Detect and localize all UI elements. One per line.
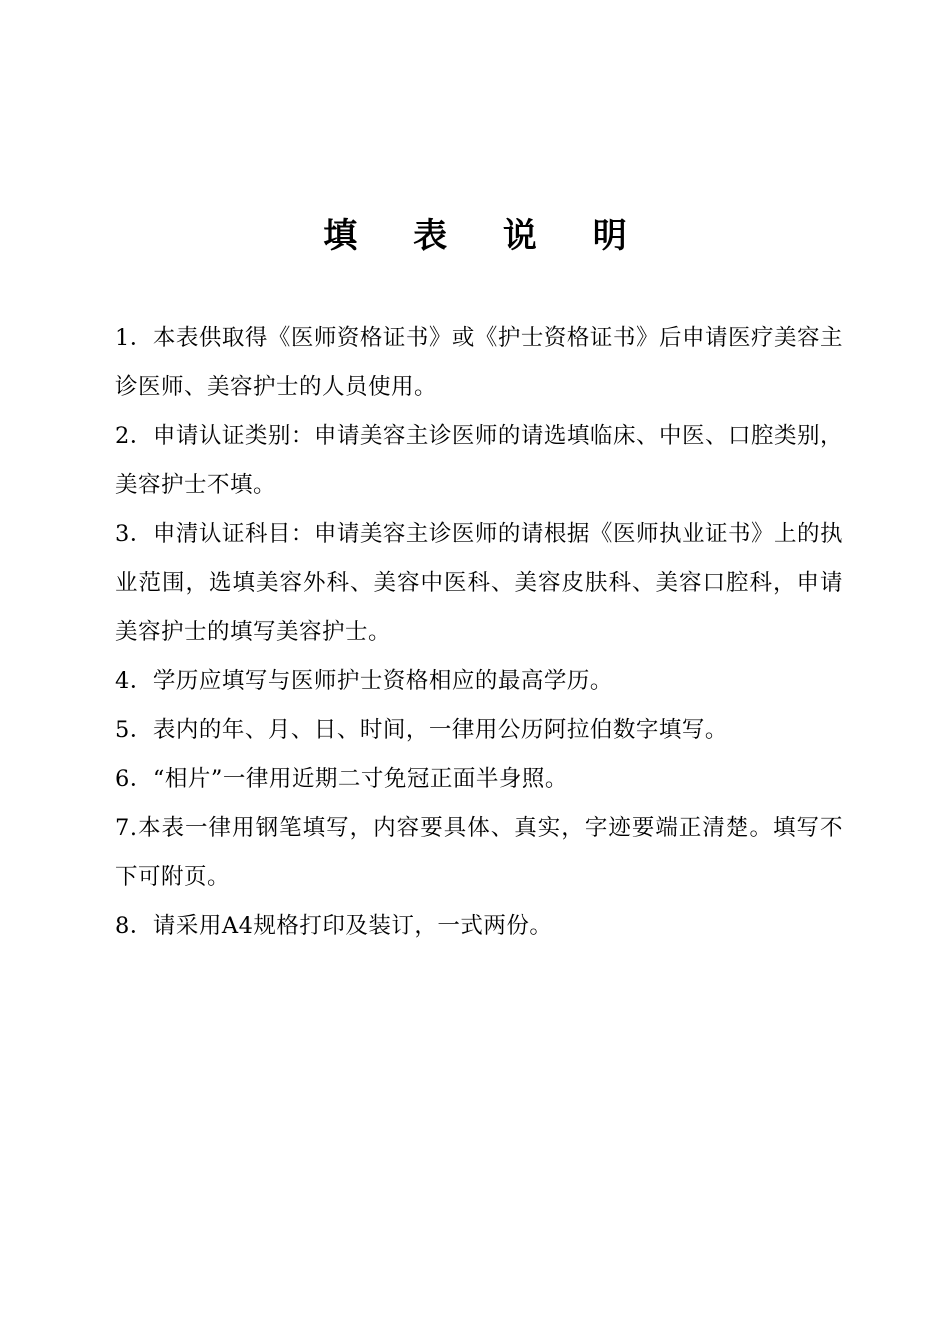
instruction-item-6: 6．“相片”一律用近期二寸免冠正面半身照。 bbox=[115, 766, 568, 792]
instruction-item-3: 3．申清认证科目：申请美容主诊医师的请根据《医师执业证书》上的执业范围，选填美容外科、美容中医科、美容皮肤科、美容口腔科，申请美容护士的填写美容护士。 bbox=[115, 521, 843, 645]
instruction-item-2: 2．申请认证类别：申请美容主诊医师的请选填临床、中医、口腔类别，美容护士不填。 bbox=[115, 423, 843, 498]
page-title: 填 表 说 明 bbox=[323, 216, 649, 256]
instruction-item-1: 1．本表供取得《医师资格证书》或《护士资格证书》后申请医疗美容主诊医师、美容护士的人员使用。 bbox=[115, 325, 843, 400]
instruction-item-7: 7.本表一律用钢笔填写，内容要具体、真实，字迹要端正清楚。填写不下可附页。 bbox=[115, 815, 843, 890]
instruction-item-8: 8．请采用A4规格打印及装订，一式两份。 bbox=[115, 913, 553, 939]
instruction-item-4: 4．学历应填写与医师护士资格相应的最高学历。 bbox=[115, 668, 613, 694]
instructions-list bbox=[115, 314, 843, 951]
instruction-item-5: 5．表内的年、月、日、时间，一律用公历阿拉伯数字填写。 bbox=[115, 717, 728, 743]
